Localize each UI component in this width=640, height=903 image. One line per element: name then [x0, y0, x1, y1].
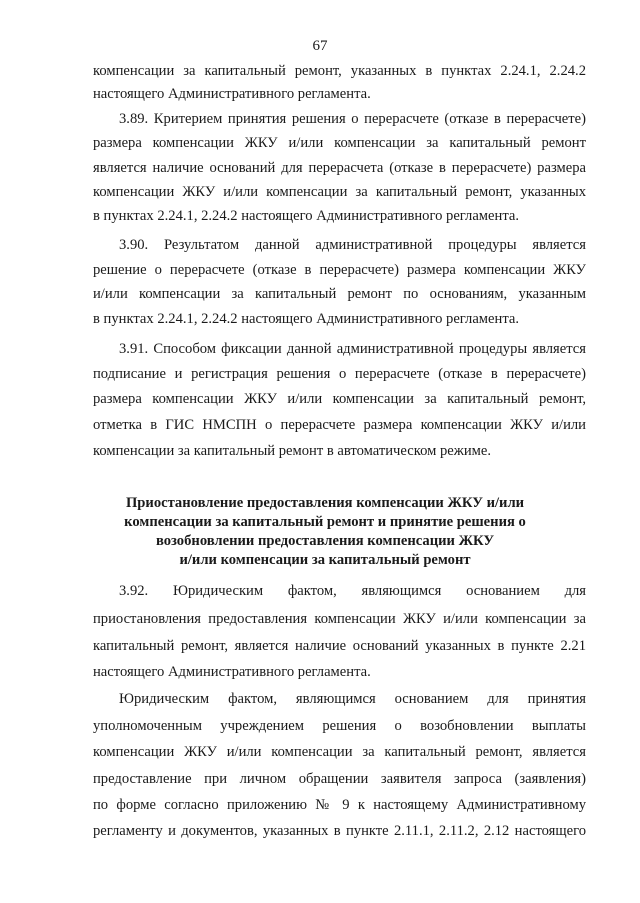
text-line: регламенту и документов, указанных в пункте 2.11.1, 2.11.2, 2.12 настоящего	[93, 823, 586, 839]
section-heading-line: возобновлении предоставления компенсации ЖКУ	[155, 533, 495, 549]
section-heading-line: и/или компенсации за капитальный ремонт	[179, 552, 471, 568]
section-heading-line: Приостановление предоставления компенсации ЖКУ и/или	[125, 495, 525, 511]
text-line: 3.90. Результатом данной административной процедуры является	[119, 237, 586, 253]
text-line: предоставление при личном обращении заявителя запроса (заявления)	[93, 771, 586, 787]
text-line: размера компенсации ЖКУ и/или компенсации за капитальный ремонт	[93, 135, 586, 151]
text-line: в пунктах 2.24.1, 2.24.2 настоящего Административного регламента.	[93, 311, 520, 327]
text-line: компенсации ЖКУ и/или компенсации за капитальный ремонт, указанных	[93, 184, 586, 200]
text-line: в пунктах 2.24.1, 2.24.2 настоящего Административного регламента.	[93, 208, 520, 224]
page-number: 67	[312, 38, 328, 54]
text-line: компенсации за капитальный ремонт, указанных в пунктах 2.24.1, 2.24.2	[93, 63, 586, 79]
text-line: решение о перерасчете (отказе в перерасчете) размера компенсации ЖКУ	[93, 262, 586, 278]
text-line: по форме согласно приложению № 9 к настоящему Административному	[93, 797, 586, 813]
text-line: 3.91. Способом фиксации данной административной процедуры является	[119, 341, 586, 357]
text-line: Юридическим фактом, являющимся основанием для принятия	[119, 691, 586, 707]
text-line: отметка в ГИС НМСПН о перерасчете размера компенсации ЖКУ и/или	[93, 417, 586, 433]
section-heading-line: компенсации за капитальный ремонт и принятие решения о	[124, 514, 526, 530]
text-line: уполномоченным учреждением решения о возобновлении выплаты	[93, 718, 586, 734]
text-line: является наличие оснований для перерасчета (отказе в перерасчете) размера	[93, 160, 586, 176]
text-line: размера компенсации ЖКУ и/или компенсации за капитальный ремонт,	[93, 391, 586, 407]
text-line: компенсации за капитальный ремонт в автоматическом режиме.	[93, 443, 491, 459]
text-line: и/или компенсации за капитальный ремонт по основаниям, указанным	[93, 286, 586, 302]
text-line: 3.92. Юридическим фактом, являющимся основанием для	[119, 583, 586, 599]
text-line: подписание и регистрация решения о перерасчете (отказе в перерасчете)	[93, 366, 586, 382]
text-line: настоящего Административного регламента.	[93, 664, 371, 680]
text-line: 3.89. Критерием принятия решения о перерасчете (отказе в перерасчете)	[119, 111, 586, 127]
text-line: настоящего Административного регламента.	[93, 86, 371, 102]
text-line: капитальный ремонт, является наличие оснований указанных в пункте 2.21	[93, 638, 586, 654]
text-line: компенсации ЖКУ и/или компенсации за капитальный ремонт, является	[93, 744, 586, 760]
text-line: приостановления предоставления компенсации ЖКУ и/или компенсации за	[93, 611, 586, 627]
